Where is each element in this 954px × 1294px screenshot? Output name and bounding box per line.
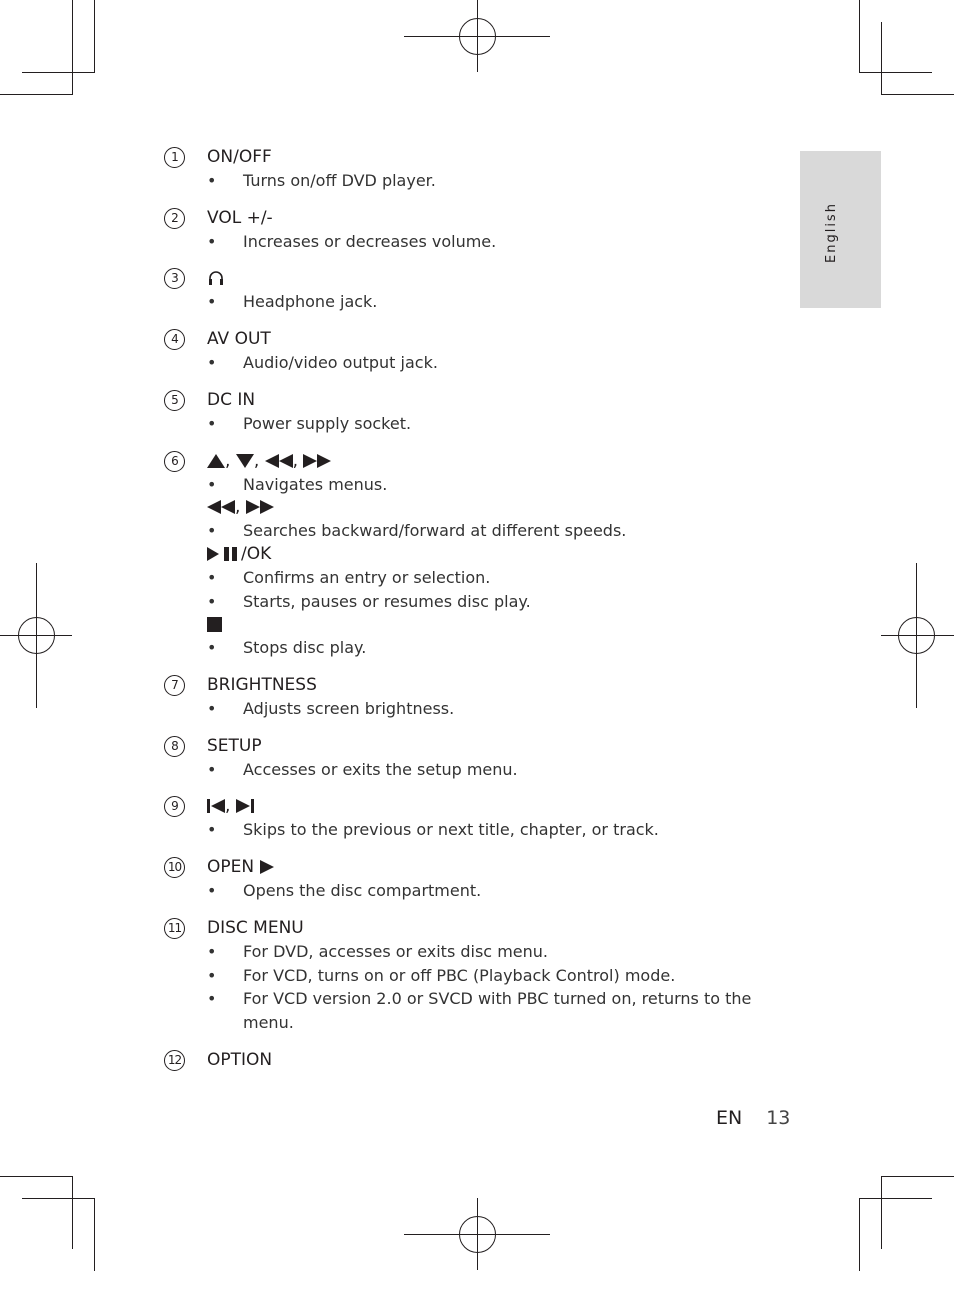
- list-item: [164, 207, 764, 254]
- item-number: 3: [164, 268, 185, 289]
- sub-heading: ,: [207, 496, 764, 519]
- sub-heading: [207, 613, 764, 636]
- item-number: 5: [164, 390, 185, 411]
- item-title: VOL +/-: [207, 207, 273, 228]
- previous-icon: [207, 799, 225, 813]
- list-item: [164, 735, 764, 782]
- item-number: 11: [164, 918, 185, 939]
- bullet: • For DVD, accesses or exits disc menu.: [207, 940, 764, 964]
- item-number: 10: [164, 857, 185, 878]
- rewind-icon: [265, 454, 293, 468]
- list-item: [164, 450, 764, 661]
- item-title: DC IN: [207, 389, 256, 410]
- page-number: 13: [766, 1107, 791, 1129]
- item-title: [207, 267, 764, 290]
- eject-arrow-icon: [260, 860, 274, 874]
- bullet: • Confirms an entry or selection.: [207, 566, 764, 590]
- item-number: 12: [164, 1050, 185, 1071]
- next-icon: [236, 799, 254, 813]
- item-number: 2: [164, 208, 185, 229]
- list-item: [164, 1049, 764, 1072]
- list-item: [164, 389, 764, 436]
- list-item: [164, 795, 764, 842]
- page-footer: [716, 1107, 790, 1129]
- bullet: • Increases or decreases volume.: [207, 230, 764, 254]
- list-item: [164, 146, 764, 193]
- item-title: OPTION: [207, 1049, 273, 1070]
- bullet: • Navigates menus.: [207, 473, 764, 497]
- item-number: 8: [164, 736, 185, 757]
- item-title: ,: [207, 795, 764, 818]
- footer-language: EN: [716, 1107, 743, 1129]
- item-title: SETUP: [207, 735, 262, 756]
- item-title: BRIGHTNESS: [207, 675, 317, 696]
- ok-label: /OK: [241, 543, 272, 564]
- bullet: • Stops disc play.: [207, 636, 764, 660]
- stop-icon: [207, 617, 222, 632]
- item-title-text: OPEN: [207, 857, 255, 878]
- fast-forward-icon: [246, 500, 274, 514]
- item-number: 6: [164, 451, 185, 472]
- bullet: • Adjusts screen brightness.: [207, 697, 764, 721]
- bullet: • Searches backward/forward at different speeds.: [207, 519, 764, 543]
- controls-list: [164, 146, 764, 1072]
- item-number: 9: [164, 796, 185, 817]
- item-number: 1: [164, 147, 185, 168]
- item-title: DISC MENU: [207, 917, 304, 938]
- bullet: • Starts, pauses or resumes disc play.: [207, 590, 764, 614]
- bullet: • Opens the disc compartment.: [207, 879, 764, 903]
- headphone-icon: [207, 269, 225, 287]
- language-tab: [800, 151, 881, 308]
- list-item: [164, 328, 764, 375]
- bullet: • Skips to the previous or next title, chapter, or track.: [207, 818, 764, 842]
- bullet: • Power supply socket.: [207, 412, 764, 436]
- fast-forward-icon: [303, 454, 331, 468]
- bullet: • For VCD, turns on or off PBC (Playback Control) mode.: [207, 964, 764, 988]
- play-pause-icon: [207, 547, 241, 561]
- bullet: • For VCD version 2.0 or SVCD with PBC turned on, returns to the menu.: [207, 987, 763, 1034]
- bullet: • Headphone jack.: [207, 290, 764, 314]
- list-item: [164, 917, 764, 1035]
- item-title: ON/OFF: [207, 147, 272, 167]
- item-number: 4: [164, 329, 185, 350]
- rewind-icon: [207, 500, 235, 514]
- sub-heading: [207, 543, 764, 566]
- item-title: , , ,: [207, 450, 764, 473]
- item-title: [207, 856, 764, 879]
- bullet: • Accesses or exits the setup menu.: [207, 758, 764, 782]
- list-item: [164, 856, 764, 903]
- down-triangle-icon: [236, 454, 254, 468]
- item-title: AV OUT: [207, 329, 271, 350]
- up-triangle-icon: [207, 454, 225, 468]
- list-item: [164, 267, 764, 314]
- language-tab-label: English: [824, 202, 839, 263]
- list-item: [164, 674, 764, 721]
- bullet: • Audio/video output jack.: [207, 351, 764, 375]
- bullet: • Turns on/off DVD player.: [207, 169, 764, 193]
- item-number: 7: [164, 675, 185, 696]
